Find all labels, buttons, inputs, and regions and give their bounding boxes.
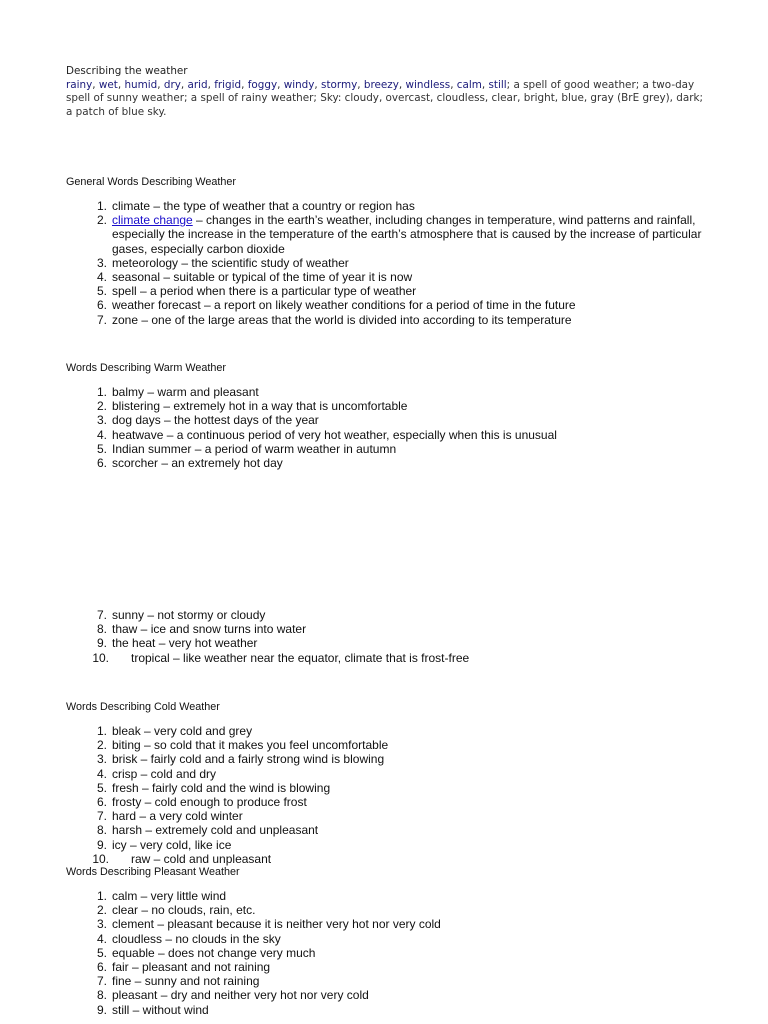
list-number: 1.: [96, 724, 107, 738]
list-item-text: fair – pleasant and not raining: [112, 960, 271, 975]
list-number: 8.: [96, 622, 107, 637]
list-item-text: meteorology – the scientific study of weather: [112, 255, 349, 270]
list-number: 5.: [96, 780, 107, 795]
list-item: [90, 608, 710, 622]
list-number: 9.: [96, 837, 107, 852]
list-item-text: calm – very little wind: [112, 889, 227, 903]
list-item-text: balmy – warm and pleasant: [112, 385, 259, 399]
list-item: [90, 313, 710, 327]
list-item: [90, 651, 710, 665]
list-item-text: dog days – the hottest days of the year: [112, 413, 319, 428]
list-item-text: harsh – extremely cold and unpleasant: [112, 823, 319, 838]
list-number: 7.: [96, 312, 107, 327]
list-item: [90, 428, 710, 442]
list-item: [90, 988, 710, 1002]
list-item: [90, 622, 710, 636]
intro-adjective: rainy: [66, 78, 93, 91]
general-list: [90, 199, 710, 327]
list-item-text: crisp – cold and dry: [112, 766, 217, 781]
list-number: 2.: [96, 213, 107, 228]
list-number: 3.: [96, 255, 107, 270]
list-item: [90, 724, 710, 738]
list-item-text: – changes in the earth’s weather, including changes in temperature, wind patterns and rainfall, especially the increase in the temperature of the earth’s atmosphere that is caused by the increase of particular gases, especially carbon dioxide: [112, 213, 702, 256]
list-item-text: hard – a very cold winter: [112, 809, 243, 824]
list-item-text: icy – very cold, like ice: [112, 837, 232, 852]
list-item: [90, 960, 710, 974]
list-item-text: seasonal – suitable or typical of the time of year it is now: [112, 270, 413, 285]
intro-adjective: still: [488, 78, 507, 91]
intro-rest: ; a spell of good weather; a two-day spell of sunny weather; a spell of rainy weather; Sky: cloudy, overcast, cloudless, clear, bright, blue, gray (BrE grey), dark; a patch of blue sky.: [66, 78, 704, 118]
list-number: 3.: [96, 413, 107, 428]
warm-list: [90, 385, 710, 470]
list-item: [90, 903, 710, 917]
list-number: 7.: [96, 809, 107, 824]
intro-adjective: foggy: [247, 78, 278, 91]
list-item: [90, 852, 710, 866]
list-number: 5.: [96, 945, 107, 960]
intro-adjectives: rainy, wet, humid, dry, arid, frigid, foggy, windy, stormy, breezy, windless, calm, still: [66, 78, 507, 91]
list-item: [90, 256, 710, 270]
list-item: [90, 298, 710, 312]
list-number: 8.: [96, 988, 107, 1003]
list-number: 10.: [92, 650, 109, 665]
climate-change-link[interactable]: climate change: [112, 213, 193, 228]
list-item: [90, 199, 710, 213]
list-number: 9.: [96, 636, 107, 651]
list-item-text: fine – sunny and not raining: [112, 974, 260, 989]
list-number: 6.: [96, 456, 107, 471]
list-item-text: still – without wind: [112, 1002, 209, 1017]
intro-adjective: stormy: [321, 78, 358, 91]
list-number: 5.: [96, 284, 107, 299]
list-number: 1.: [96, 199, 107, 213]
general-heading: General Words Describing Weather: [66, 176, 237, 188]
list-number: 9.: [96, 1002, 107, 1017]
list-number: 2.: [96, 903, 107, 918]
list-item: [90, 442, 710, 456]
list-item: [90, 270, 710, 284]
list-item: [90, 974, 710, 988]
list-item-text: zone – one of the large areas that the world is divided into according to its temperature: [112, 312, 572, 327]
list-number: 4.: [96, 427, 107, 442]
list-item-text: sunny – not stormy or cloudy: [112, 608, 266, 622]
list-number: 4.: [96, 766, 107, 781]
warm-list-continued: [90, 608, 710, 665]
list-item-text: thaw – ice and snow turns into water: [112, 622, 307, 637]
list-number: 1.: [96, 385, 107, 399]
list-item-text: brisk – fairly cold and a fairly strong wind is blowing: [112, 752, 385, 767]
list-number: 7.: [96, 608, 107, 622]
cold-heading: Words Describing Cold Weather: [66, 701, 220, 713]
intro-adjective: calm: [456, 78, 482, 91]
list-item: [90, 413, 710, 427]
list-item: [90, 823, 710, 837]
list-item: [90, 1003, 710, 1017]
list-number: 4.: [96, 931, 107, 946]
list-item-text: Indian summer – a period of warm weather in autumn: [112, 441, 397, 456]
cold-list: [90, 724, 710, 866]
pleasant-heading: Words Describing Pleasant Weather: [66, 866, 240, 878]
list-item: [90, 399, 710, 413]
list-item: [90, 385, 710, 399]
list-item-text: clement – pleasant because it is neither very hot nor very cold: [112, 917, 441, 932]
list-item-text: tropical – like weather near the equator, climate that is frost-free: [131, 650, 470, 665]
list-item-text: equable – does not change very much: [112, 945, 316, 960]
intro-adjective: humid: [124, 78, 158, 91]
list-item: [90, 838, 710, 852]
list-item: [90, 917, 710, 931]
list-item-text: climate – the type of weather that a country or region has: [112, 199, 415, 213]
list-item: [90, 795, 710, 809]
intro-adjective: windy: [283, 78, 315, 91]
intro-adjective: wet: [98, 78, 118, 91]
list-number: 1.: [96, 889, 107, 903]
list-number: 5.: [96, 441, 107, 456]
intro-adjective: dry: [163, 78, 181, 91]
list-item: [90, 889, 710, 903]
intro-adjective: windless: [405, 78, 451, 91]
list-item-text: the heat – very hot weather: [112, 636, 258, 651]
intro-block: [66, 65, 706, 119]
intro-title: Describing the weather: [66, 65, 188, 77]
list-item: [90, 738, 710, 752]
list-item: [90, 752, 710, 766]
list-number: 6.: [96, 298, 107, 313]
list-item: [90, 781, 710, 795]
list-number: 6.: [96, 960, 107, 975]
list-item: [90, 809, 710, 823]
list-item-text: fresh – fairly cold and the wind is blowing: [112, 780, 331, 795]
list-item-text: blistering – extremely hot in a way that is uncomfortable: [112, 399, 408, 414]
intro-adjective: breezy: [363, 78, 399, 91]
warm-heading: Words Describing Warm Weather: [66, 362, 226, 374]
list-number: 3.: [96, 752, 107, 767]
list-number: 2.: [96, 399, 107, 414]
list-number: 3.: [96, 917, 107, 932]
list-item-text: scorcher – an extremely hot day: [112, 456, 283, 471]
list-item-text: cloudless – no clouds in the sky: [112, 931, 281, 946]
list-item: [90, 932, 710, 946]
list-item: [90, 946, 710, 960]
intro-adjective: frigid: [214, 78, 242, 91]
list-item-text: weather forecast – a report on likely weather conditions for a period of time in the future: [112, 298, 576, 313]
list-item: [90, 284, 710, 298]
list-number: 2.: [96, 738, 107, 753]
list-item: [90, 636, 710, 650]
list-number: 7.: [96, 974, 107, 989]
list-item-text: heatwave – a continuous period of very hot weather, especially when this is unusual: [112, 427, 557, 442]
list-item-text: spell – a period when there is a particular type of weather: [112, 284, 417, 299]
pleasant-list: [90, 889, 710, 1017]
list-number: 10.: [92, 851, 109, 866]
list-item: [90, 213, 710, 256]
intro-text: [66, 79, 706, 120]
list-item: [90, 767, 710, 781]
list-number: 4.: [96, 270, 107, 285]
list-item-text: raw – cold and unpleasant: [131, 851, 272, 866]
list-item: [90, 456, 710, 470]
list-item-text: clear – no clouds, rain, etc.: [112, 903, 256, 918]
list-number: 6.: [96, 795, 107, 810]
list-number: 8.: [96, 823, 107, 838]
list-item-text: frosty – cold enough to produce frost: [112, 795, 307, 810]
list-item-text: pleasant – dry and neither very hot nor very cold: [112, 988, 369, 1003]
intro-adjective: arid: [187, 78, 208, 91]
list-item-text: bleak – very cold and grey: [112, 724, 253, 738]
list-item-text: biting – so cold that it makes you feel uncomfortable: [112, 738, 389, 753]
